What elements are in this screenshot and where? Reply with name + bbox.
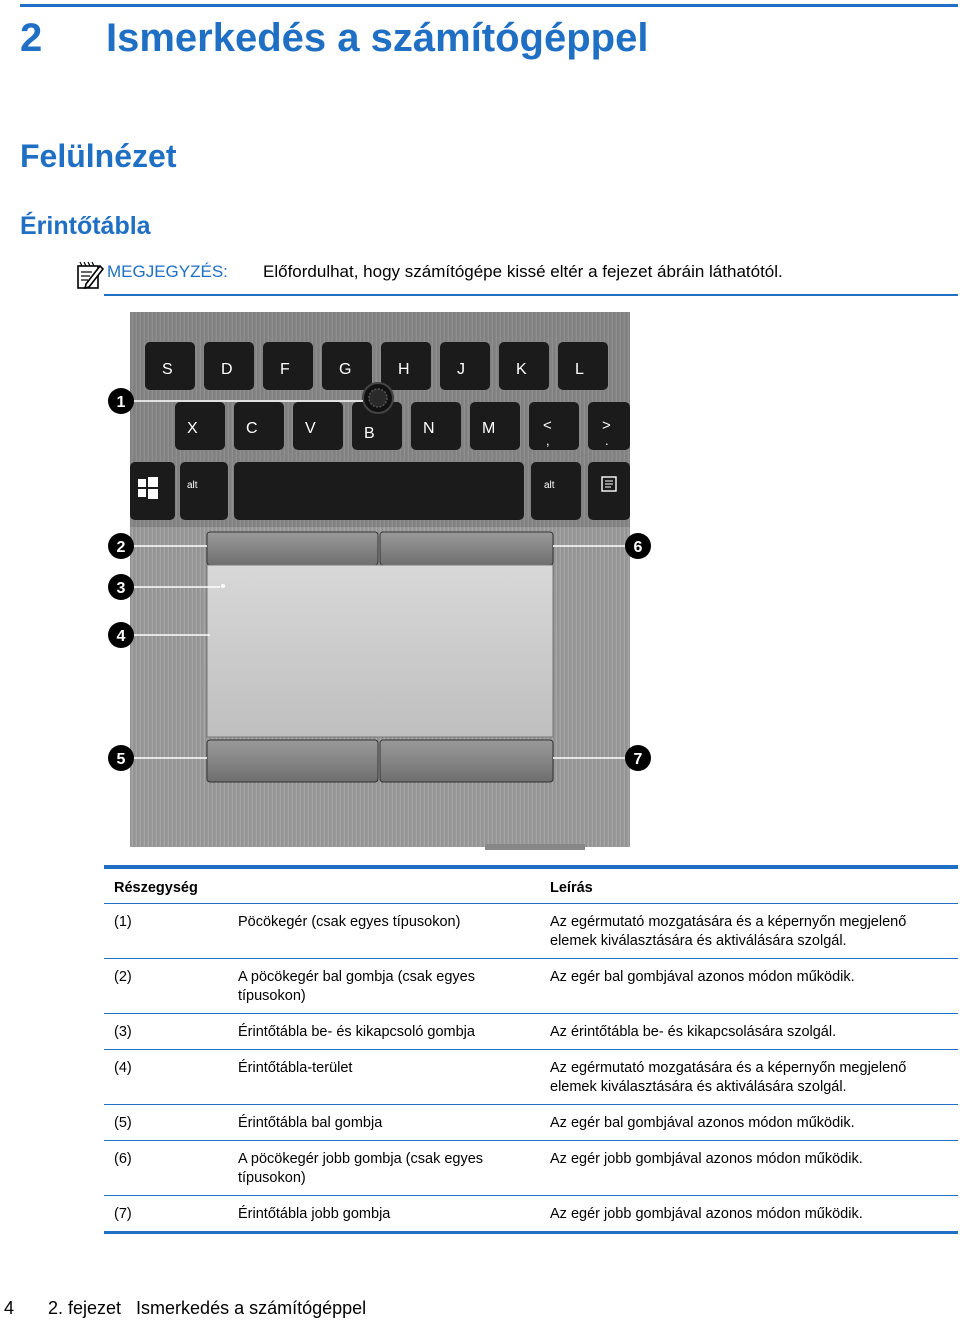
svg-text:3: 3	[116, 580, 126, 597]
row-number: (1)	[114, 914, 132, 930]
key-label: <	[543, 417, 552, 434]
subsection-title: Érintőtábla	[20, 212, 151, 240]
row-description: Az egérmutató mozgatására és a képernyőn megjelenő elemek kiválasztására és aktiválására szolgál.	[550, 1060, 907, 1095]
key	[180, 462, 228, 520]
key-label: C	[246, 420, 258, 437]
key-label: L	[575, 361, 584, 378]
row-number: (2)	[114, 969, 132, 985]
table-bottom-rule	[104, 1231, 958, 1234]
key	[531, 462, 581, 520]
note-label: MEGJEGYZÉS:	[107, 262, 228, 281]
svg-text:5: 5	[116, 751, 126, 768]
key-label: J	[457, 361, 465, 378]
row-description: Az egér jobb gombjával azonos módon működik.	[550, 1206, 863, 1222]
table-row	[104, 1013, 958, 1049]
row-component: A pöcökegér jobb gombja (csak egyes típusokon)	[238, 1151, 484, 1186]
key-label: >	[602, 417, 611, 434]
key	[234, 402, 284, 450]
key	[411, 402, 461, 450]
table-row	[104, 1104, 958, 1140]
key-label-alt: alt	[187, 480, 198, 491]
header-component: Részegység	[114, 880, 198, 896]
table-row	[104, 1140, 958, 1195]
footer-text: 2. fejezet Ismerkedés a számítógéppel	[48, 1298, 367, 1318]
top-rule	[20, 4, 958, 7]
key-label: V	[305, 420, 316, 437]
table-header-row	[104, 868, 958, 903]
page-footer	[0, 1298, 366, 1319]
chapter-title	[20, 16, 648, 61]
row-description: Az egér bal gombjával azonos módon működik.	[550, 1115, 855, 1131]
touchpad-figure	[100, 312, 660, 852]
row-component: Érintőtábla jobb gombja	[238, 1206, 391, 1222]
key-label: G	[339, 361, 352, 378]
row-description: Az érintőtábla be- és kikapcsolására szolgál.	[550, 1024, 837, 1040]
touchpad-left-button	[207, 740, 378, 782]
note-box	[76, 258, 958, 298]
note-pencil-icon	[76, 260, 104, 290]
row-description: Az egér jobb gombjával azonos módon működik.	[550, 1151, 863, 1167]
row-number: (6)	[114, 1151, 132, 1167]
key-label: ,	[546, 433, 550, 448]
touchpad-on-off-button	[221, 584, 225, 588]
page-number: 4	[4, 1298, 15, 1318]
key-label: D	[221, 361, 233, 378]
row-number: (5)	[114, 1115, 132, 1131]
section-title: Felülnézet	[20, 138, 177, 174]
row-component: Érintőtábla be- és kikapcsoló gombja	[238, 1024, 475, 1040]
svg-text:2: 2	[116, 539, 126, 556]
key-label: K	[516, 361, 527, 378]
key	[175, 402, 225, 450]
row-component: Érintőtábla-terület	[238, 1060, 353, 1076]
row-number: (3)	[114, 1024, 132, 1040]
key-label-alt: alt	[544, 480, 555, 491]
table-row	[104, 903, 958, 958]
row-description: Az egér bal gombjával azonos módon működik.	[550, 969, 855, 985]
key-label: S	[162, 361, 173, 378]
row-number: (4)	[114, 1060, 132, 1076]
row-component: Érintőtábla bal gombja	[238, 1115, 383, 1131]
table-row	[104, 1195, 958, 1231]
components-table	[104, 865, 958, 1234]
svg-text:6: 6	[633, 539, 643, 556]
chapter-title-text: Ismerkedés a számítógéppel	[106, 16, 649, 60]
table-row	[104, 958, 958, 1013]
row-number: (7)	[114, 1206, 132, 1222]
key-label: X	[187, 420, 198, 437]
key-label: H	[398, 361, 410, 378]
key	[440, 342, 490, 390]
svg-text:4: 4	[116, 628, 126, 645]
pointing-stick-left-button	[207, 532, 378, 565]
touchpad-zone	[207, 565, 553, 737]
svg-text:7: 7	[633, 751, 643, 768]
key-label: F	[280, 361, 290, 378]
key-label: B	[364, 425, 375, 442]
row-description: Az egérmutató mozgatására és a képernyőn megjelenő elemek kiválasztására és aktiválására szolgál.	[550, 914, 907, 949]
key-label: .	[605, 433, 609, 448]
touchpad-right-button	[380, 740, 553, 782]
row-component: A pöcökegér bal gombja (csak egyes típusokon)	[238, 969, 475, 1004]
key-label: M	[482, 420, 496, 437]
key	[293, 402, 343, 450]
row-component: Pöcökegér (csak egyes típusokon)	[238, 914, 461, 930]
header-description: Leírás	[550, 880, 593, 896]
key-label: N	[423, 420, 435, 437]
chapter-number: 2	[20, 16, 43, 60]
table-row	[104, 1049, 958, 1104]
svg-text:1: 1	[116, 394, 126, 411]
pointing-stick-right-button	[380, 532, 553, 565]
note-text: Előfordulhat, hogy számítógépe kissé eltér a fejezet ábráin láthatótól.	[263, 262, 783, 281]
spacebar	[234, 462, 524, 520]
note-rule	[104, 294, 958, 296]
key	[529, 402, 579, 450]
